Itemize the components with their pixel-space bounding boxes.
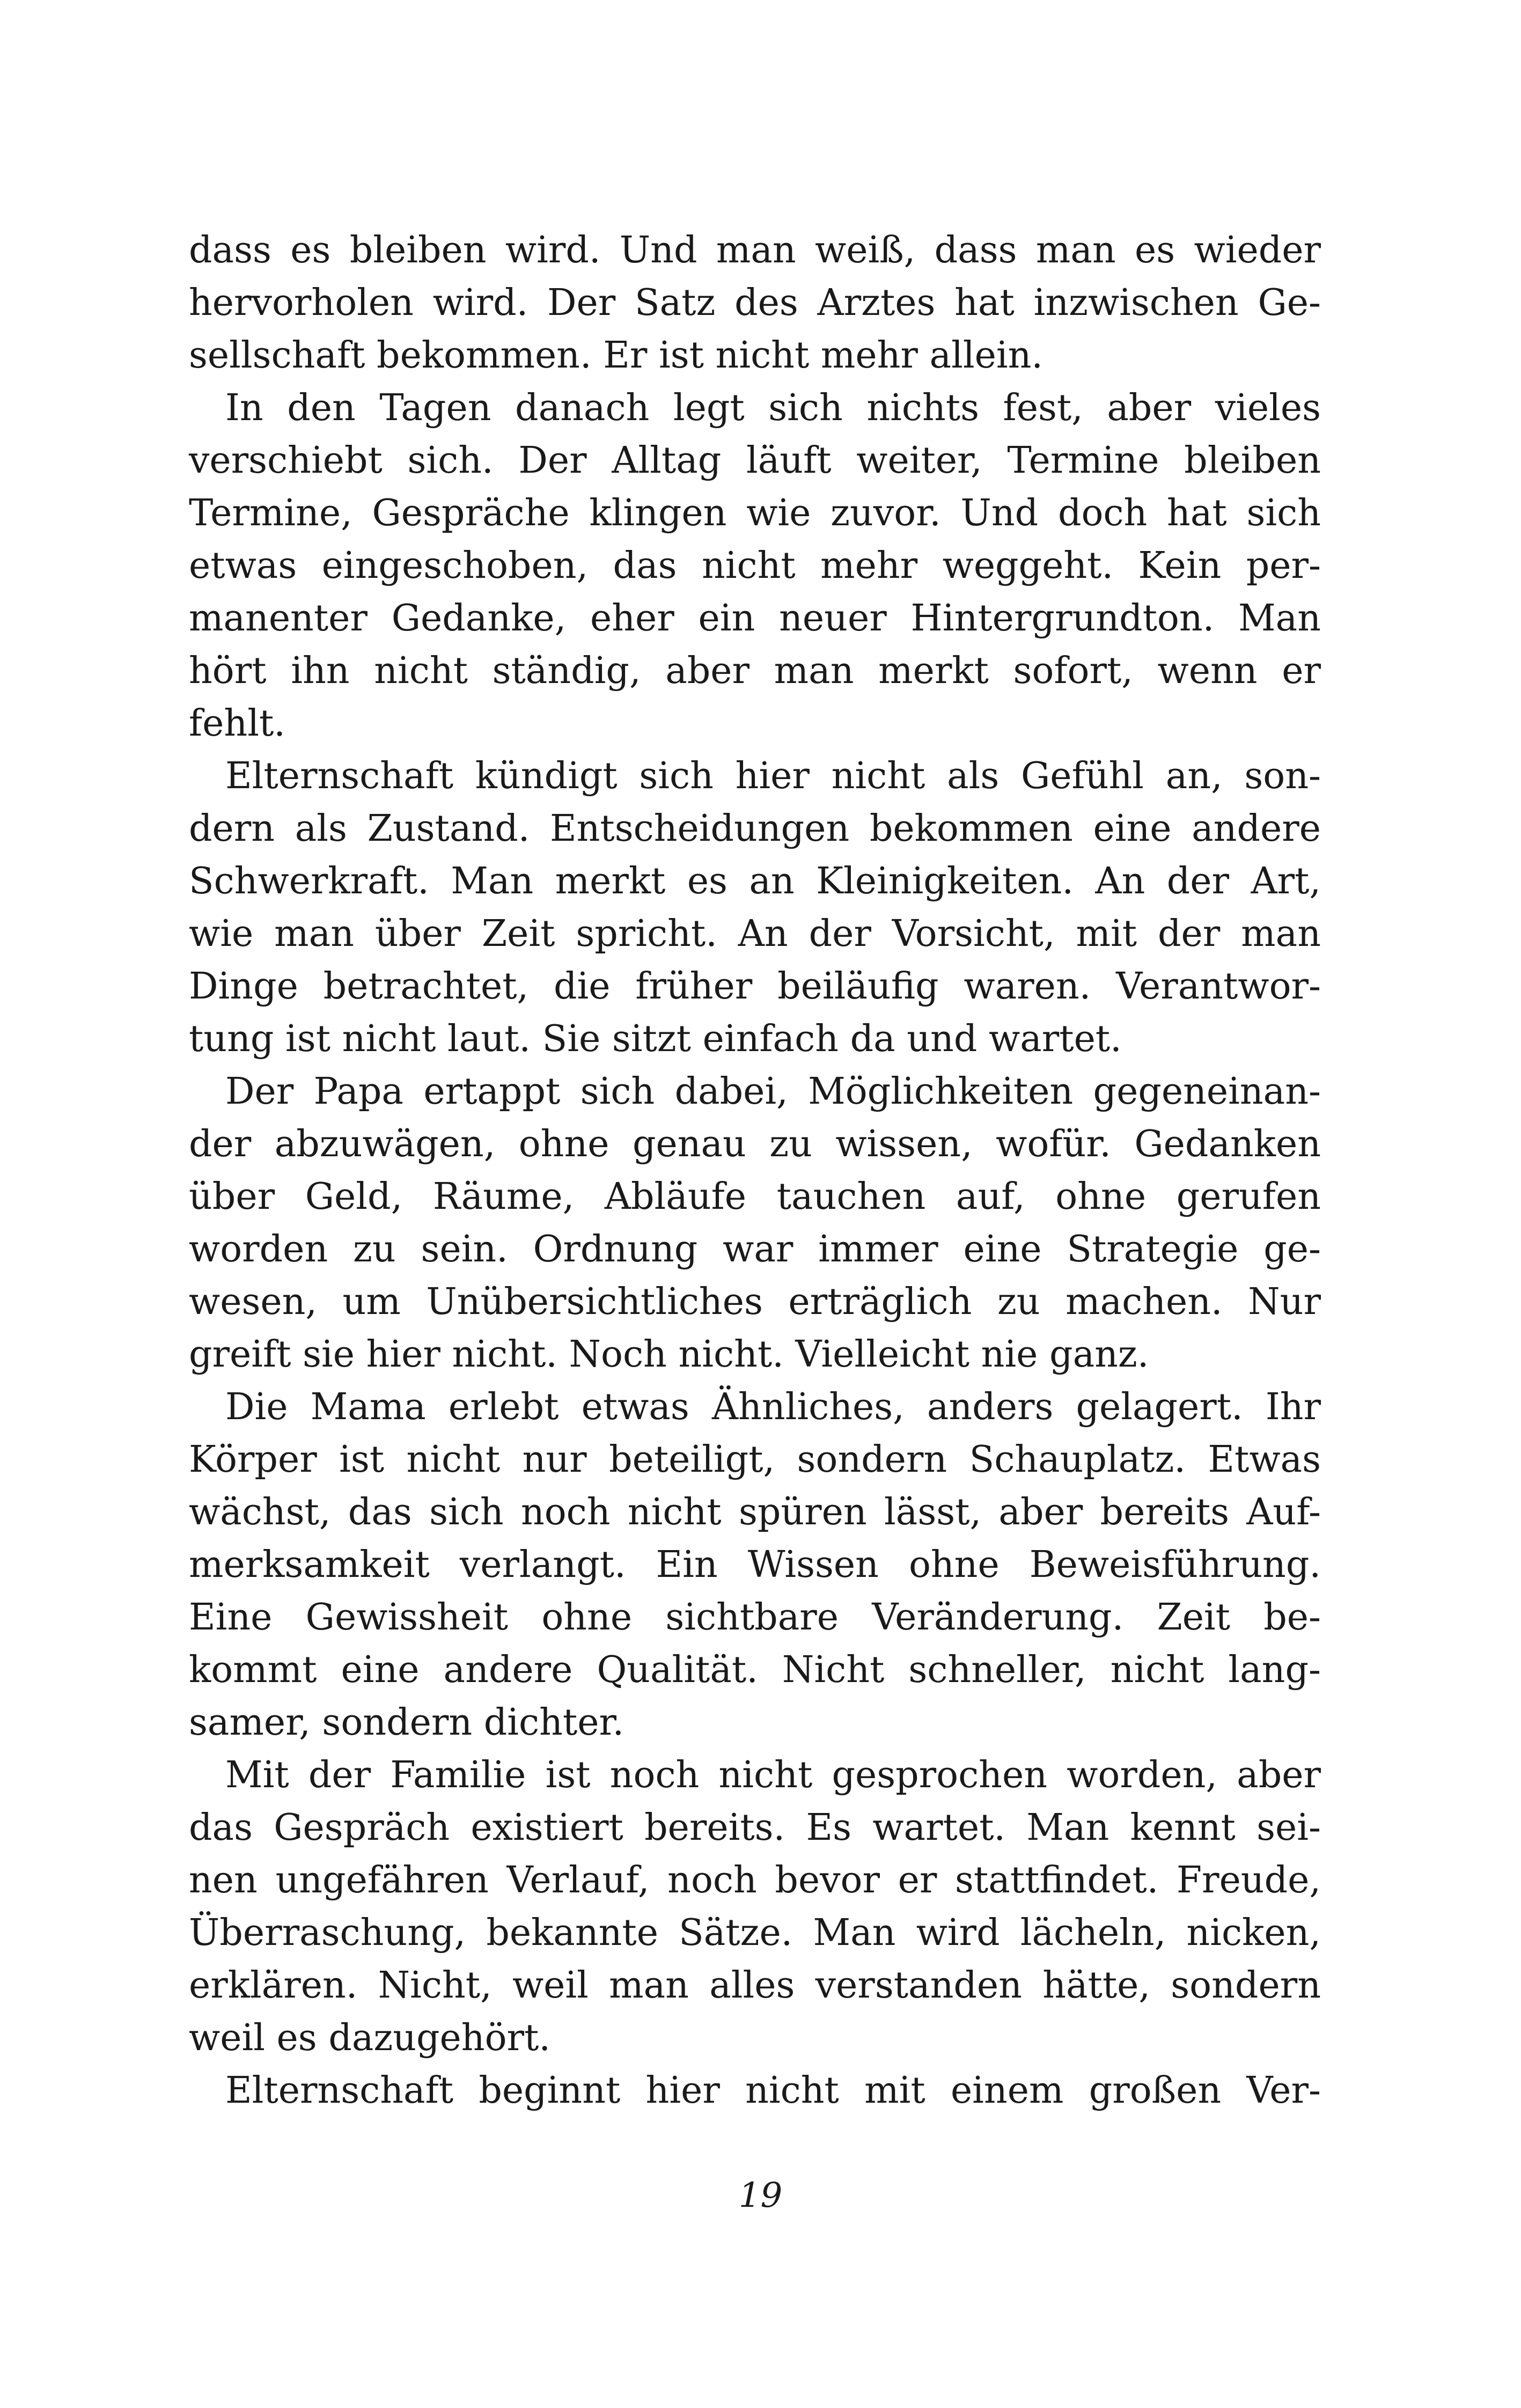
text-line: Dinge betrachtet, die früher beiläufig waren. Verantwor- bbox=[189, 965, 1321, 1008]
text-line: wie man über Zeit spricht. An der Vorsicht, mit der man bbox=[189, 913, 1321, 955]
text-line: Elternschaft kündigt sich hier nicht als Gefühl an, son- bbox=[225, 755, 1321, 797]
text-line: worden zu sein. Ordnung war immer eine Strategie ge- bbox=[189, 1228, 1321, 1271]
text-line: dern als Zustand. Entscheidungen bekommen eine andere bbox=[189, 807, 1321, 850]
text-line: erklären. Nicht, weil man alles verstanden hätte, sondern bbox=[189, 1964, 1321, 2007]
body-text bbox=[189, 224, 1321, 2117]
text-line: Überraschung, bekannte Sätze. Man wird lächeln, nicken, bbox=[189, 1912, 1321, 1954]
text-line: Termine, Gespräche klingen wie zuvor. Und doch hat sich bbox=[189, 492, 1321, 534]
text-line: Körper ist nicht nur beteiligt, sondern Schauplatz. Etwas bbox=[189, 1438, 1321, 1481]
text-line: In den Tagen danach legt sich nichts fest, aber vieles bbox=[225, 387, 1321, 429]
text-line: hört ihn nicht ständig, aber man merkt sofort, wenn er bbox=[189, 650, 1321, 692]
text-line: der abzuwägen, ohne genau zu wissen, wofür. Gedanken bbox=[189, 1123, 1321, 1165]
text-line: weil es dazugehört. bbox=[189, 2017, 550, 2059]
text-line: wesen, um Unübersichtliches erträglich zu machen. Nur bbox=[189, 1281, 1321, 1323]
text-line: verschiebt sich. Der Alltag läuft weiter, Termine bleiben bbox=[189, 439, 1321, 482]
text-line: nen ungefähren Verlauf, noch bevor er stattfindet. Freude, bbox=[189, 1859, 1321, 1902]
text-line: wächst, das sich noch nicht spüren lässt, aber bereits Auf- bbox=[189, 1491, 1321, 1533]
text-line: greift sie hier nicht. Noch nicht. Vielleicht nie ganz. bbox=[189, 1333, 1149, 1376]
text-line: das Gespräch existiert bereits. Es wartet. Man kennt sei- bbox=[189, 1807, 1321, 1849]
text-line: dass es bleiben wird. Und man weiß, dass man es wieder bbox=[189, 229, 1321, 271]
text-line: Mit der Familie ist noch nicht gesprochen worden, aber bbox=[225, 1754, 1321, 1796]
text-line: kommt eine andere Qualität. Nicht schneller, nicht lang- bbox=[189, 1649, 1321, 1691]
text-line: etwas eingeschoben, das nicht mehr weggeht. Kein per- bbox=[189, 545, 1321, 587]
text-line: merksamkeit verlangt. Ein Wissen ohne Beweisführung. bbox=[189, 1544, 1321, 1586]
text-line: Eine Gewissheit ohne sichtbare Veränderung. Zeit be- bbox=[189, 1596, 1321, 1639]
text-line: Elternschaft beginnt hier nicht mit einem großen Ver- bbox=[225, 2069, 1321, 2112]
text-line: Schwerkraft. Man merkt es an Kleinigkeiten. An der Art, bbox=[189, 860, 1321, 902]
text-line: über Geld, Räume, Abläufe tauchen auf, ohne gerufen bbox=[189, 1176, 1321, 1218]
text-line: fehlt. bbox=[189, 702, 285, 745]
text-line: hervorholen wird. Der Satz des Arztes hat inzwischen Ge- bbox=[189, 282, 1321, 324]
text-line: sellschaft bekommen. Er ist nicht mehr allein. bbox=[189, 334, 1043, 377]
text-line: manenter Gedanke, eher ein neuer Hintergrundton. Man bbox=[189, 597, 1321, 640]
text-line: samer, sondern dichter. bbox=[189, 1701, 624, 1744]
text-line: tung ist nicht laut. Sie sitzt einfach da und wartet. bbox=[189, 1018, 1122, 1060]
text-line: Die Mama erlebt etwas Ähnliches, anders gelagert. Ihr bbox=[225, 1386, 1321, 1428]
text-line: Der Papa ertappt sich dabei, Möglichkeiten gegeneinan- bbox=[225, 1070, 1321, 1113]
page-number: 19 bbox=[738, 2176, 783, 2215]
